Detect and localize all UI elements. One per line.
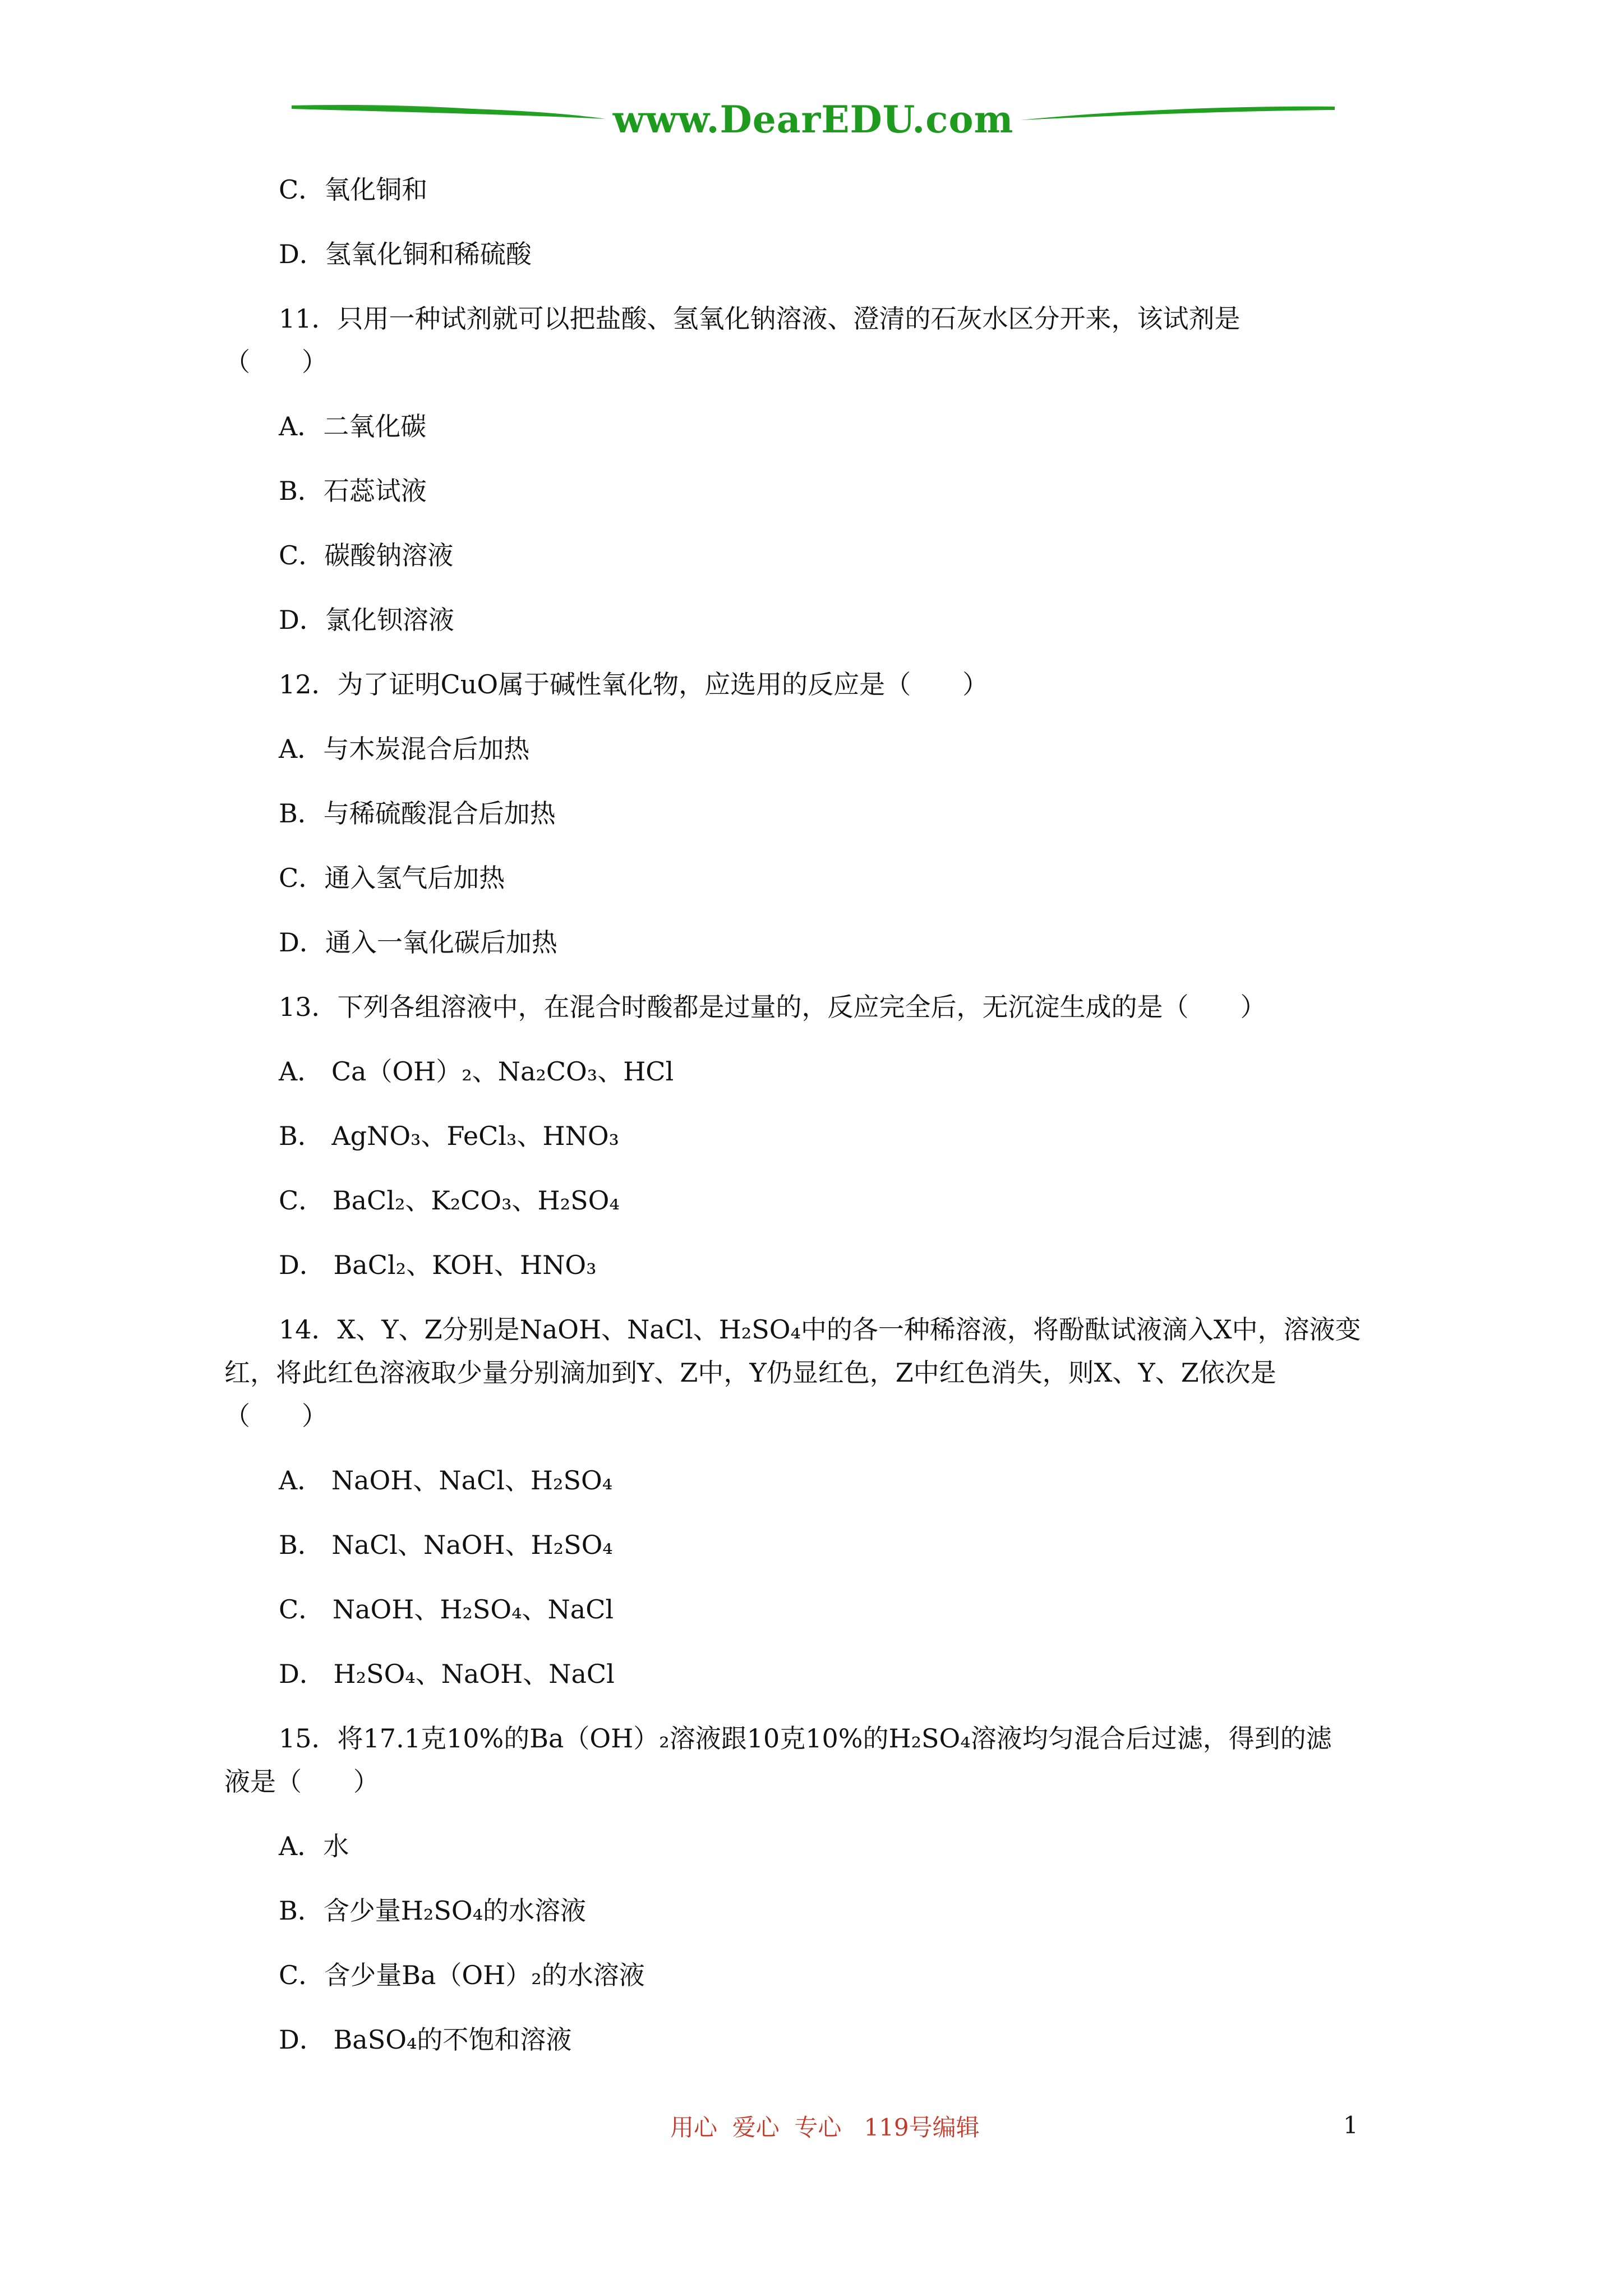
question-15-cont: 液是（ ） (224, 1766, 379, 1797)
option-15c: C．含少量Ba（OH）₂的水溶液 (279, 1960, 645, 1990)
footer-text: 用心 爱心 专心 119号编辑 (670, 2114, 980, 2141)
option-12c: C．通入氢气后加热 (279, 863, 505, 893)
site-banner (292, 95, 1335, 146)
option-14c: C． NaOH、H₂SO₄、NaCl (279, 1594, 614, 1625)
option-13b: B． AgNO₃、FeCl₃、HNO₃ (279, 1121, 619, 1151)
option-11c: C．碳酸钠溶液 (279, 540, 454, 570)
question-14: 14．X、Y、Z分别是NaOH、NaCl、H₂SO₄中的各一种稀溶液，将酚酞试液滴入X中，溶液变 (279, 1314, 1361, 1345)
question-11-blank: （ ） (224, 347, 328, 377)
option-11d: D．氯化钡溶液 (279, 605, 454, 635)
option-13a: A． Ca（OH）₂、Na₂CO₃、HCl (279, 1056, 674, 1087)
question-15: 15．将17.1克10%的Ba（OH）₂溶液跟10克10%的H₂SO₄溶液均匀混合后过滤，得到的滤 (279, 1723, 1332, 1754)
option-14b: B． NaCl、NaOH、H₂SO₄ (279, 1530, 613, 1560)
option-12d: D．通入一氧化碳后加热 (279, 927, 557, 958)
question-12: 12．为了证明CuO属于碱性氧化物，应选用的反应是（ ） (279, 669, 989, 700)
option-11a: A．二氧化碳 (279, 411, 427, 441)
option-12b: B．与稀硫酸混合后加热 (279, 798, 556, 829)
question-13: 13．下列各组溶液中，在混合时酸都是过量的，反应完全后，无沉淀生成的是（ ） (279, 992, 1266, 1022)
option-13c: C． BaCl₂、K₂CO₃、H₂SO₄ (279, 1185, 620, 1216)
option-15d: D． BaSO₄的不饱和溶液 (279, 2024, 572, 2055)
option-15a: A．水 (279, 1831, 349, 1861)
option-12a: A．与木炭混合后加热 (279, 734, 530, 764)
option-11b: B．石蕊试液 (279, 476, 427, 506)
option-14a: A． NaOH、NaCl、H₂SO₄ (279, 1465, 613, 1496)
question-14-blank: （ ） (224, 1401, 328, 1431)
option-13d: D． BaCl₂、KOH、HNO₃ (279, 1250, 597, 1280)
option-10c: C．氧化铜和 (279, 174, 428, 205)
banner-text[interactable]: www.DearEDU.com (612, 98, 1014, 141)
option-14d: D． H₂SO₄、NaOH、NaCl (279, 1659, 615, 1689)
page-number: 1 (1343, 2111, 1358, 2139)
question-14-cont: 红，将此红色溶液取少量分别滴加到Y、Z中，Y仍显红色，Z中红色消失，则X、Y、Z依次是 (224, 1358, 1276, 1388)
question-11: 11．只用一种试剂就可以把盐酸、氢氧化钠溶液、澄清的石灰水区分开来，该试剂是 (279, 303, 1241, 334)
option-15b: B．含少量H₂SO₄的水溶液 (279, 1895, 587, 1926)
option-10d: D．氢氧化铜和稀硫酸 (279, 239, 532, 269)
